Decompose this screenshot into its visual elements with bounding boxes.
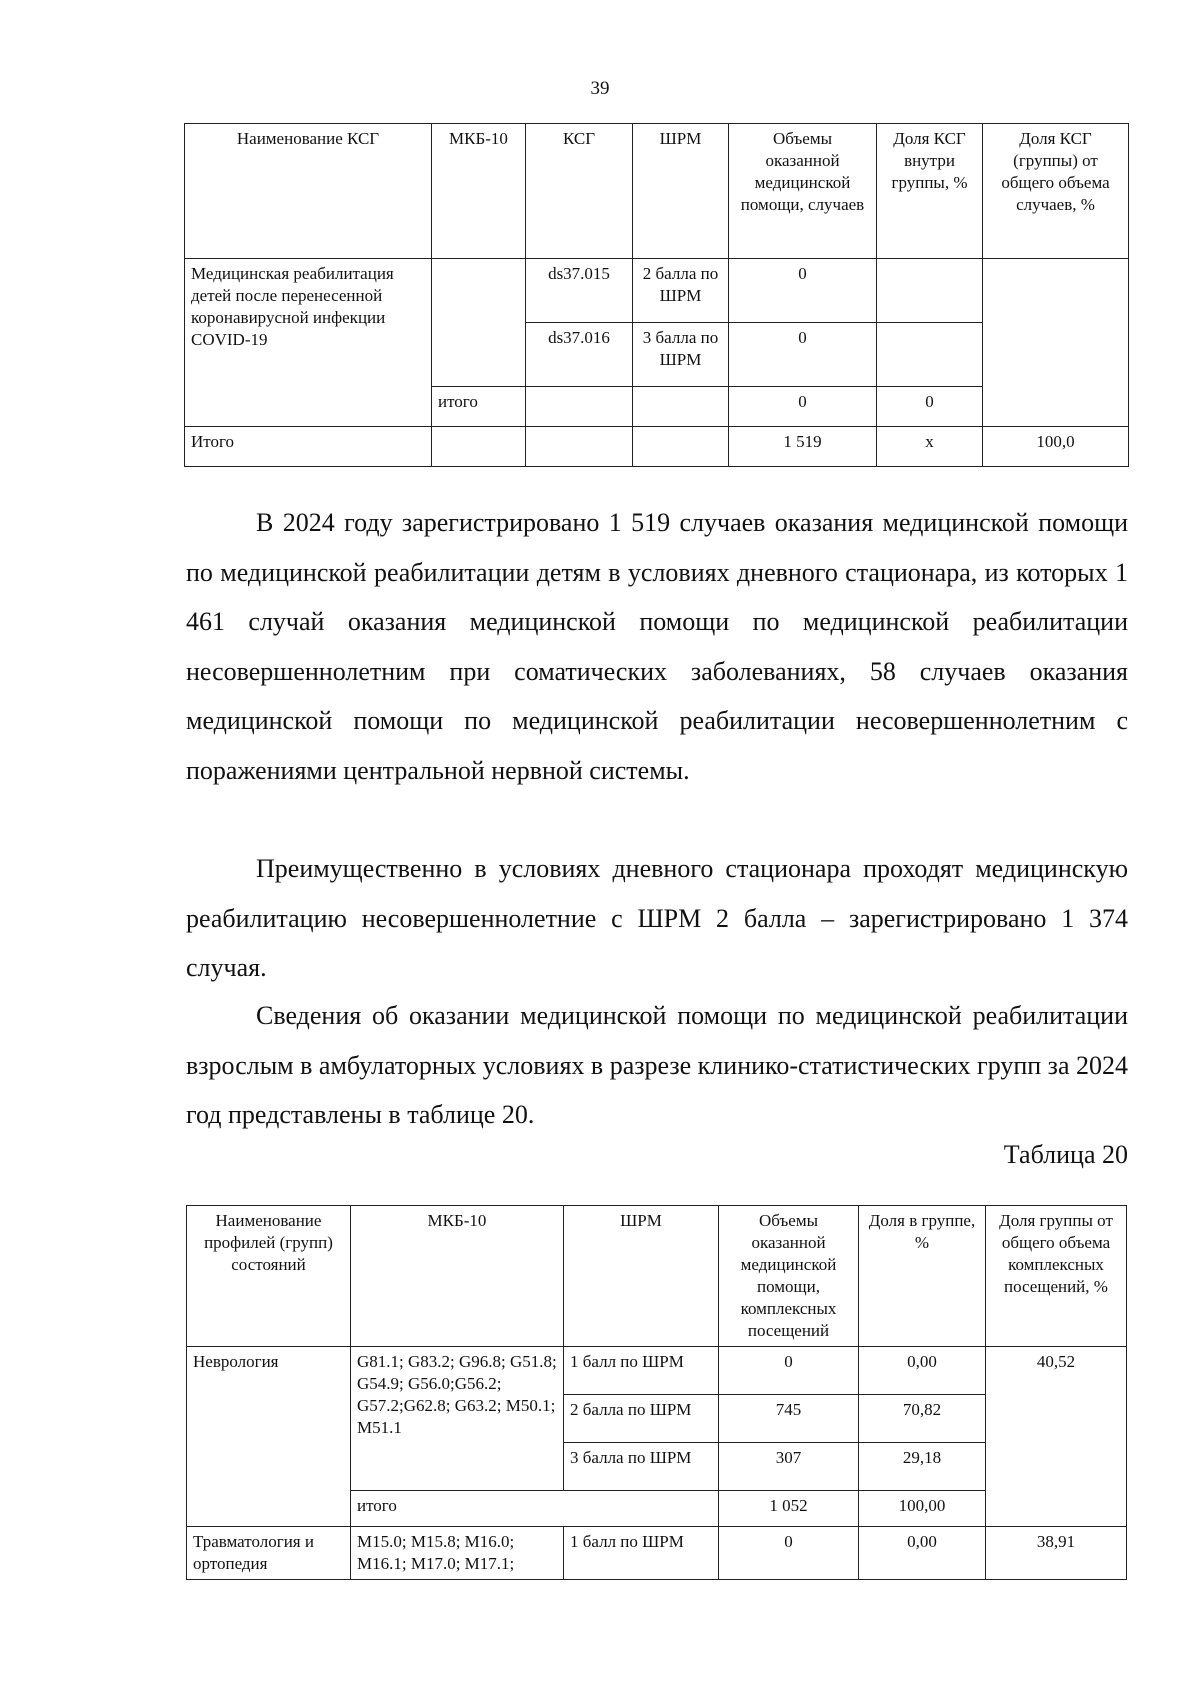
empty-cell [633, 427, 729, 467]
shrm-cell: 3 балла по ШРМ [633, 323, 729, 387]
mkb-codes-cell: G81.1; G83.2; G96.8; G51.8; G54.9; G56.0;G56.2; G57.2;G62.8; G63.2; M50.1; M51.1 [351, 1347, 564, 1491]
table-row [187, 1527, 1127, 1580]
empty-cell [526, 427, 633, 467]
share-cell: 0,00 [859, 1527, 986, 1580]
volume-cell: 0 [719, 1347, 859, 1395]
header-cell: Объемы оказанной медицинской помощи, случаев [729, 124, 877, 259]
body-paragraph: Сведения об оказании медицинской помощи по медицинской реабилитации взрослым в амбулаторных условиях в разрезе клинико-статистических групп за 2024 год представлены в таблице 20. [186, 1001, 1128, 1129]
total-row [185, 427, 1129, 467]
share-cell: 29,18 [859, 1443, 986, 1491]
mkb-codes-cell: M15.0; M15.8; M16.0; M16.1; M17.0; M17.1; [351, 1527, 564, 1580]
volume-cell: 307 [719, 1443, 859, 1491]
empty-cell [432, 259, 526, 387]
volume-cell: 0 [729, 323, 877, 387]
total-label: Итого [185, 427, 432, 467]
shrm-cell: 2 балла по ШРМ [564, 1395, 719, 1443]
shrm-cell: 2 балла по ШРМ [633, 259, 729, 323]
total-volume: 1 519 [729, 427, 877, 467]
header-cell: МКБ-10 [432, 124, 526, 259]
header-cell: Доля КСГ внутри группы, % [877, 124, 983, 259]
subtotal-label: итого [351, 1491, 719, 1527]
header-cell: ШРМ [633, 124, 729, 259]
header-cell: ШРМ [564, 1206, 719, 1347]
share-cell: 70,82 [859, 1395, 986, 1443]
subtotal-share: 100,00 [859, 1491, 986, 1527]
header-cell: МКБ-10 [351, 1206, 564, 1347]
table-row [185, 259, 1129, 323]
header-cell: Доля КСГ (группы) от общего объема случаев, % [983, 124, 1129, 259]
ksg-code-cell: ds37.016 [526, 323, 633, 387]
header-cell: Доля в группе, % [859, 1206, 986, 1347]
header-cell: Наименование профилей (групп) состояний [187, 1206, 351, 1347]
volume-cell: 0 [719, 1527, 859, 1580]
empty-cell [877, 323, 983, 387]
header-cell: КСГ [526, 124, 633, 259]
empty-cell [633, 387, 729, 427]
ksg-code-cell: ds37.015 [526, 259, 633, 323]
shrm-cell: 1 балл по ШРМ [564, 1347, 719, 1395]
rehab-profiles-table [186, 1205, 1127, 1580]
empty-cell [526, 387, 633, 427]
body-paragraph: В 2024 году зарегистрировано 1 519 случаев оказания медицинской помощи по медицинской реабилитации детям в условиях дневного стационара, из которых 1 461 случай оказания медицинской помощи по медицинской реабилитации несовершеннолетним при соматических заболеваниях, 58 случаев оказания медицинской помощи по медицинской реабилитации несовершеннолетним с поражениями центральной нервной системы. [186, 508, 1128, 785]
profile-name-cell: Неврология [187, 1347, 351, 1527]
header-cell: Доля группы от общего объема комплексных посещений, % [986, 1206, 1127, 1347]
empty-cell [877, 259, 983, 323]
subtotal-volume: 0 [729, 387, 877, 427]
table-caption: Таблица 20 [1003, 1140, 1128, 1169]
subtotal-label: итого [432, 387, 526, 427]
ksg-table [184, 123, 1129, 467]
empty-cell [983, 259, 1129, 427]
shrm-cell: 1 балл по ШРМ [564, 1527, 719, 1580]
group-share-cell: 40,52 [986, 1347, 1127, 1527]
group-share-cell: 38,91 [986, 1527, 1127, 1580]
body-paragraph: Преимущественно в условиях дневного стационара проходят медицинскую реабилитацию несовершеннолетние с ШРМ 2 балла – зарегистрировано 1 374 случая. [186, 854, 1128, 982]
header-cell: Наименование КСГ [185, 124, 432, 259]
table-header-row [185, 124, 1129, 259]
volume-cell: 0 [729, 259, 877, 323]
table-row [187, 1347, 1127, 1395]
profile-name-cell: Травматология и ортопедия [187, 1527, 351, 1580]
volume-cell: 745 [719, 1395, 859, 1443]
share-cell: 0,00 [859, 1347, 986, 1395]
table-header-row [187, 1206, 1127, 1347]
total-share: 100,0 [983, 427, 1129, 467]
empty-cell [432, 427, 526, 467]
subtotal-share: 0 [877, 387, 983, 427]
header-cell: Объемы оказанной медицинской помощи, комплексных посещений [719, 1206, 859, 1347]
total-share-in-group: x [877, 427, 983, 467]
subtotal-volume: 1 052 [719, 1491, 859, 1527]
page-number: 39 [590, 78, 610, 99]
shrm-cell: 3 балла по ШРМ [564, 1443, 719, 1491]
group-name-cell: Медицинская реабилитация детей после перенесенной коронавирусной инфекции COVID-19 [185, 259, 432, 427]
